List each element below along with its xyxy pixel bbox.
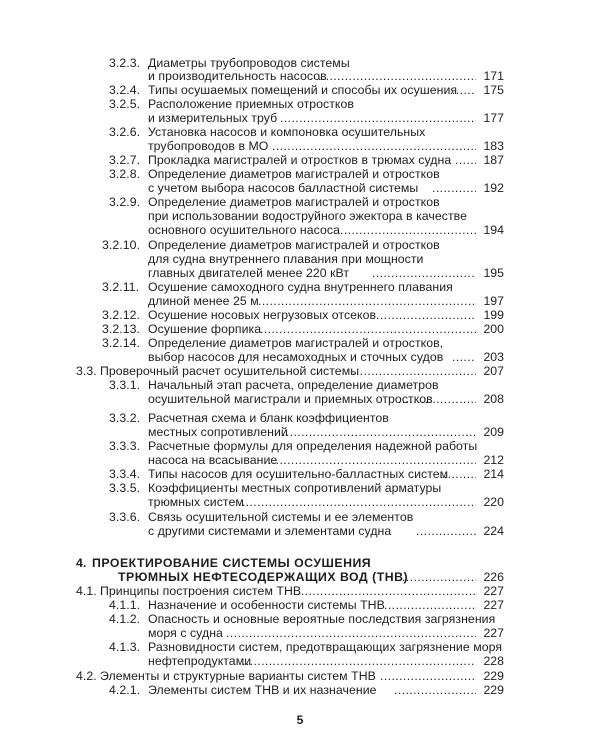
dot-leader bbox=[372, 266, 476, 280]
toc-section-number: 3.2.10. bbox=[102, 238, 140, 252]
toc-page-number: 192 bbox=[483, 181, 504, 195]
dot-leader bbox=[260, 322, 476, 336]
dot-leader bbox=[340, 223, 476, 237]
dot-leader bbox=[226, 626, 476, 640]
toc-section-number: 4.2. bbox=[76, 669, 97, 683]
toc-entry-title: Типы насосов для осушительно-балластных систем bbox=[148, 467, 449, 481]
dot-leader bbox=[282, 425, 476, 439]
dot-leader bbox=[238, 495, 476, 509]
toc-entry-title: Расчетная схема и бланк коэффициентов bbox=[148, 411, 389, 425]
toc-entry-title: длиной менее 25 м bbox=[148, 294, 259, 308]
dot-leader bbox=[432, 181, 476, 195]
toc-entry-title: с другими системами и элементами судна bbox=[148, 524, 392, 538]
toc-page-number: 195 bbox=[483, 266, 504, 280]
toc-chapter-title: ПРОЕКТИРОВАНИЕ СИСТЕМЫ ОСУШЕНИЯ bbox=[92, 556, 372, 570]
toc-entry-title: Расположение приемных отростков bbox=[148, 97, 354, 111]
toc-section-number: 3.3.4. bbox=[109, 467, 141, 481]
toc-section-number: 3.2.12. bbox=[102, 308, 140, 322]
toc-entry-title: Осушение форпика bbox=[148, 322, 262, 336]
toc-entry-title: Диаметры трубопроводов системы bbox=[148, 56, 350, 70]
toc-entry-title: Установка насосов и компоновка осушительных bbox=[148, 125, 426, 139]
toc-entry-title: насоса на всасывание bbox=[148, 453, 278, 467]
toc-entry-title: Связь осушительной системы и ее элементов bbox=[148, 510, 414, 524]
toc-entry-title: Разновидности систем, предотвращающих загрязнение моря bbox=[148, 640, 503, 654]
dot-leader bbox=[318, 69, 476, 83]
toc-entry-title: трюмных систем bbox=[148, 495, 244, 509]
dot-leader bbox=[258, 294, 476, 308]
toc-page-number: 228 bbox=[483, 654, 504, 668]
toc-page-number: 226 bbox=[483, 570, 504, 584]
toc-section-number: 3.2.11. bbox=[102, 280, 140, 294]
dot-leader bbox=[272, 139, 476, 153]
toc-entry-title: Определение диаметров магистралей и отростков, bbox=[148, 336, 444, 350]
toc-page-number: 194 bbox=[483, 223, 504, 237]
toc-page-number: 197 bbox=[483, 294, 504, 308]
toc-section-number: 3.2.8. bbox=[109, 167, 141, 181]
dot-leader bbox=[384, 598, 476, 612]
toc-chapter-title: ТРЮМНЫХ НЕФТЕСОДЕРЖАЩИХ ВОД (ТНВ) bbox=[118, 570, 409, 584]
toc-entry-title: Опасность и основные вероятные последствия загрязнения bbox=[148, 612, 496, 626]
toc-section-number: 3.2.5. bbox=[109, 97, 141, 111]
toc-entry-title: Прокладка магистралей и отростков в трюмах судна bbox=[148, 153, 452, 167]
dot-leader bbox=[440, 467, 476, 481]
toc-page-number: 187 bbox=[483, 153, 504, 167]
toc-entry-title: Определение диаметров магистралей и отростков bbox=[148, 195, 440, 209]
dot-leader bbox=[398, 392, 476, 406]
toc-entry-title: Типы осушаемых помещений и способы их осушения bbox=[148, 83, 458, 97]
toc-section-number: 4.1. bbox=[76, 584, 97, 598]
toc-page-number: 227 bbox=[483, 598, 504, 612]
toc-page-number: 175 bbox=[483, 83, 504, 97]
toc-section-number: 4.1.2. bbox=[109, 612, 141, 626]
dot-leader bbox=[297, 584, 476, 598]
toc-entry-title: Проверочный расчет осушительной системы bbox=[100, 364, 360, 378]
toc-section-number: 3.2.9. bbox=[109, 195, 141, 209]
toc-section-number: 4.2.1. bbox=[109, 683, 141, 697]
dot-leader bbox=[394, 683, 476, 697]
toc-section-number: 3.3. bbox=[76, 364, 97, 378]
toc-section-number: 3.2.7. bbox=[109, 153, 141, 167]
toc-entry-title: Элементы и структурные варианты систем ТНВ bbox=[100, 669, 376, 683]
dot-leader bbox=[416, 524, 476, 538]
toc-entry-title: Осушение носовых негрузовых отсеков bbox=[148, 308, 377, 322]
toc-entry-title: выбор насосов для несамоходных и сточных судов bbox=[148, 350, 444, 364]
dot-leader bbox=[280, 111, 476, 125]
toc-section-number: 3.3.6. bbox=[109, 510, 141, 524]
toc-section-number: 4.1.1. bbox=[109, 598, 141, 612]
toc-page-number: 229 bbox=[483, 669, 504, 683]
toc-page-number: 224 bbox=[483, 524, 504, 538]
toc-section-number: 3.3.2. bbox=[109, 411, 141, 425]
toc-entry-title: Расчетные формулы для определения надежной работы bbox=[148, 439, 478, 453]
toc-page-number: 203 bbox=[483, 350, 504, 364]
toc-entry-title: Коэффициенты местных сопротивлений арматуры bbox=[148, 481, 442, 495]
toc-section-number: 3.2.4. bbox=[109, 83, 141, 97]
toc-entry-title: и производительность насосов bbox=[148, 69, 327, 83]
toc-section-number: 3.2.14. bbox=[102, 336, 140, 350]
toc-page-number: 214 bbox=[483, 467, 504, 481]
toc-page-number: 208 bbox=[483, 392, 504, 406]
toc-entry-title: Определение диаметров магистралей и отростков bbox=[148, 167, 440, 181]
toc-page-number: 177 bbox=[483, 111, 504, 125]
toc-entry-title: Осушение самоходного судна внутреннего плавания bbox=[148, 280, 453, 294]
toc-entry-title: при использовании водоструйного эжектора в качестве bbox=[148, 209, 467, 223]
toc-page-number: 212 bbox=[483, 453, 504, 467]
toc-chapter-number: 4. bbox=[76, 556, 87, 570]
toc-page-number: 209 bbox=[483, 425, 504, 439]
toc-page-number: 227 bbox=[483, 626, 504, 640]
toc-entry-title: Элементы систем ТНВ и их назначение bbox=[148, 683, 377, 697]
toc-entry-title: главных двигателей менее 220 кВт bbox=[148, 266, 350, 280]
dot-leader bbox=[402, 570, 476, 584]
toc-entry-title: осушительной магистрали и приемных отростков bbox=[148, 392, 433, 406]
toc-entry-title: и измерительных труб bbox=[148, 111, 278, 125]
toc-section-number: 3.2.3. bbox=[109, 56, 141, 70]
toc-entry-title: Принципы построения систем ТНВ bbox=[100, 584, 302, 598]
toc-entry-title: основного осушительного насоса bbox=[148, 223, 340, 237]
toc-entry-title: Назначение и особенности системы ТНВ bbox=[148, 598, 385, 612]
toc-section-number: 3.3.3. bbox=[109, 439, 141, 453]
toc-page-number: 220 bbox=[483, 495, 504, 509]
dot-leader bbox=[376, 308, 476, 322]
page-number: 5 bbox=[296, 713, 304, 727]
toc-section-number: 3.2.6. bbox=[109, 125, 141, 139]
toc-entry-title: нефтепродуктами bbox=[148, 654, 252, 668]
toc-page-number: 229 bbox=[483, 683, 504, 697]
toc-page-number: 227 bbox=[483, 584, 504, 598]
toc-entry-title: Начальный этап расчета, определение диаметров bbox=[148, 378, 439, 392]
dot-leader bbox=[268, 453, 476, 467]
toc-page-number: 200 bbox=[483, 322, 504, 336]
dot-leader bbox=[452, 350, 476, 364]
dot-leader bbox=[242, 654, 476, 668]
toc-entry-title: местных сопротивлений bbox=[148, 425, 288, 439]
dot-leader bbox=[352, 364, 476, 378]
toc-page-number: 207 bbox=[483, 364, 504, 378]
toc-entry-title: с учетом выбора насосов балластной системы bbox=[148, 181, 419, 195]
dot-leader bbox=[380, 669, 476, 683]
toc-entry-title: трубопроводов в МО bbox=[148, 139, 269, 153]
toc-section-number: 3.3.5. bbox=[109, 481, 141, 495]
toc-entry-title: моря с судна bbox=[148, 626, 223, 640]
dot-leader bbox=[455, 153, 476, 167]
dot-leader bbox=[452, 83, 476, 97]
toc-entry-title: Определение диаметров магистралей и отростков bbox=[148, 238, 440, 252]
toc-section-number: 3.3.1. bbox=[109, 378, 141, 392]
toc-page-number: 199 bbox=[483, 308, 504, 322]
toc-page-number: 183 bbox=[483, 139, 504, 153]
toc-page-number: 171 bbox=[483, 69, 504, 83]
toc-entry-title: для судна внутреннего плавания при мощности bbox=[148, 252, 424, 266]
toc-section-number: 4.1.3. bbox=[109, 640, 141, 654]
toc-section-number: 3.2.13. bbox=[102, 322, 140, 336]
